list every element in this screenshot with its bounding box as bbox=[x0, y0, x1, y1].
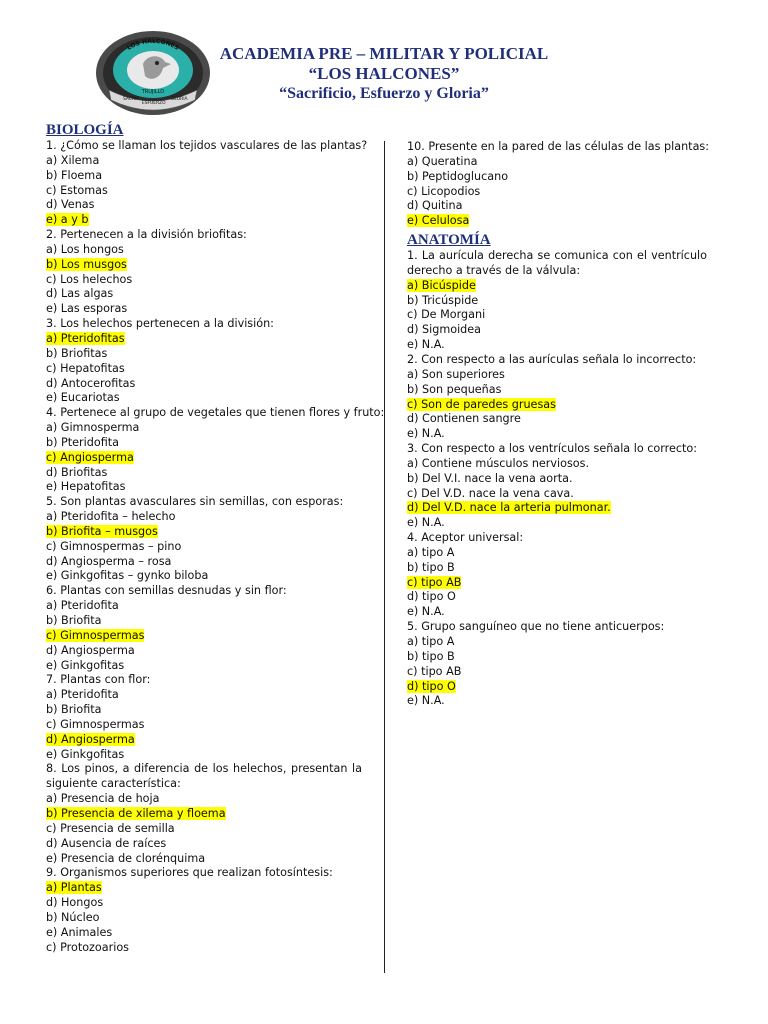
text-line bbox=[46, 896, 362, 911]
line-text: a) Gimnosperma bbox=[46, 421, 140, 435]
line-text: c) Protozoarios bbox=[46, 940, 130, 954]
text-line bbox=[46, 466, 362, 481]
line-text: b) Briofita bbox=[46, 614, 102, 627]
svg-text:LOS HALCONES: LOS HALCONES bbox=[125, 37, 181, 52]
line-text: a) Queratina bbox=[407, 154, 478, 168]
text-line bbox=[46, 495, 362, 510]
line-text: d) Ausencia de raíces bbox=[46, 836, 167, 850]
text-line bbox=[46, 555, 362, 570]
line-text: d) Sigmoidea bbox=[407, 323, 482, 337]
line-text: e) Ginkgofitas bbox=[46, 658, 125, 672]
text-line bbox=[407, 650, 707, 665]
line-text: a) Pteridofita – helecho bbox=[46, 510, 176, 524]
text-line bbox=[407, 680, 707, 695]
text-line bbox=[407, 590, 707, 605]
text-line bbox=[46, 243, 362, 258]
line-text: e) Animales bbox=[46, 925, 113, 939]
text-line bbox=[46, 139, 368, 154]
line-text: a) Contiene músculos nerviosos. bbox=[407, 456, 590, 470]
text-line bbox=[46, 926, 362, 941]
line-text: c) Del V.D. nace la vena cava. bbox=[407, 486, 574, 500]
line-text: d) Angiosperma bbox=[46, 643, 135, 657]
text-line bbox=[407, 308, 707, 323]
text-line bbox=[46, 688, 362, 703]
text-line bbox=[46, 451, 362, 466]
line-text: d) Briofitas bbox=[46, 465, 108, 479]
line-text: b) Peptidoglucano bbox=[407, 169, 509, 183]
highlighted-answer: c) tipo AB bbox=[407, 575, 462, 589]
line-text: e) Ginkgofitas bbox=[46, 747, 125, 761]
line-text: d) Venas bbox=[46, 198, 95, 212]
line-text: 6. Plantas con semillas desnudas y sin flor: bbox=[46, 584, 287, 598]
text-line bbox=[46, 184, 362, 199]
text-line bbox=[46, 406, 385, 421]
text-line bbox=[46, 169, 362, 184]
line-text: e) N.A. bbox=[407, 516, 445, 530]
text-line bbox=[46, 807, 362, 822]
line-text: 4. Aceptor universal: bbox=[407, 531, 524, 545]
right-column bbox=[407, 140, 710, 709]
text-line bbox=[407, 353, 707, 368]
line-text: c) Gimnospermas – pino bbox=[46, 539, 182, 553]
academy-name: “LOS HALCONES” bbox=[308, 64, 460, 83]
svg-text:SACRIF.: SACRIF. bbox=[123, 97, 140, 102]
text-line bbox=[407, 249, 707, 279]
text-line bbox=[46, 213, 362, 228]
text-line bbox=[407, 635, 707, 650]
text-line bbox=[407, 620, 707, 635]
line-text: e) N.A. bbox=[407, 427, 445, 441]
line-text: a) Pteridofita bbox=[46, 599, 119, 613]
line-text: a) tipo A bbox=[407, 545, 455, 559]
text-line bbox=[407, 199, 707, 214]
text-line bbox=[46, 198, 362, 213]
text-line bbox=[46, 733, 362, 748]
text-line bbox=[46, 436, 362, 451]
text-line bbox=[46, 317, 362, 332]
column-divider bbox=[384, 141, 385, 973]
highlighted-answer: d) Angiosperma bbox=[46, 732, 135, 746]
line-text: e) Presencia de clorénquima bbox=[46, 851, 206, 865]
line-text: 2. Pertenecen a la división briofitas: bbox=[46, 228, 247, 242]
highlighted-answer: e) Celulosa bbox=[407, 214, 470, 228]
line-text: e) N.A. bbox=[407, 694, 445, 708]
line-text: d) Las algas bbox=[46, 287, 114, 301]
line-text: b) tipo B bbox=[407, 649, 455, 663]
text-line bbox=[407, 323, 707, 338]
text-line bbox=[407, 185, 707, 200]
text-line bbox=[46, 154, 362, 169]
line-text: e) N.A. bbox=[407, 338, 445, 352]
text-line bbox=[46, 718, 362, 733]
line-text: a) Xilema bbox=[46, 153, 100, 167]
line-text: 2. Con respecto a las aurículas señala lo incorrecto: bbox=[407, 352, 697, 366]
text-line bbox=[407, 170, 707, 185]
svg-text:ESFUERZO: ESFUERZO bbox=[142, 101, 166, 106]
svg-text:TRUJILLO: TRUJILLO bbox=[141, 89, 165, 95]
text-line bbox=[46, 614, 362, 629]
highlighted-answer: c) Gimnospermas bbox=[46, 628, 145, 642]
text-line bbox=[46, 673, 362, 688]
text-line bbox=[407, 546, 707, 561]
biologia-question-10 bbox=[407, 140, 710, 229]
text-line bbox=[46, 659, 362, 674]
line-text: a) Los hongos bbox=[46, 242, 124, 256]
text-line bbox=[46, 391, 362, 406]
text-line bbox=[46, 584, 362, 599]
line-text: 5. Son plantas avasculares sin semillas, con esporas: bbox=[46, 495, 344, 509]
line-text: c) Estomas bbox=[46, 183, 108, 197]
line-text: d) Quitina bbox=[407, 199, 463, 213]
text-line bbox=[407, 531, 707, 546]
text-line bbox=[46, 540, 362, 555]
text-line bbox=[46, 258, 362, 273]
line-text: e) Hepatofitas bbox=[46, 480, 126, 494]
line-text: a) tipo A bbox=[407, 635, 455, 648]
text-line bbox=[46, 911, 362, 926]
line-text: b) Pteridofita bbox=[46, 435, 119, 449]
highlighted-answer: c) Angiosperma bbox=[46, 450, 134, 464]
text-line bbox=[46, 569, 362, 584]
line-text: b) Tricúspide bbox=[407, 293, 479, 307]
line-text: d) Antocerofitas bbox=[46, 376, 136, 390]
text-line bbox=[46, 362, 362, 377]
highlighted-answer: a) Plantas bbox=[46, 881, 102, 895]
text-line bbox=[407, 412, 707, 427]
line-text: c) Presencia de semilla bbox=[46, 821, 175, 835]
text-line bbox=[46, 480, 362, 495]
text-line bbox=[46, 822, 362, 837]
line-text: b) Núcleo bbox=[46, 910, 100, 924]
text-line bbox=[46, 228, 362, 243]
line-text: a) Pteridofita bbox=[46, 688, 119, 702]
line-text: e) N.A. bbox=[407, 605, 445, 619]
highlighted-answer: b) Los musgos bbox=[46, 257, 127, 271]
line-text: e) Ginkgofitas – gynko biloba bbox=[46, 569, 209, 583]
highlighted-answer: e) a y b bbox=[46, 213, 89, 227]
line-text: b) Son pequeñas bbox=[407, 382, 502, 396]
text-line bbox=[46, 837, 362, 852]
text-line bbox=[407, 338, 707, 353]
line-text: 7. Plantas con flor: bbox=[46, 673, 151, 687]
line-text: c) Los helechos bbox=[46, 272, 133, 286]
text-line bbox=[407, 605, 707, 620]
text-line bbox=[407, 472, 707, 487]
text-line bbox=[46, 347, 362, 362]
text-line bbox=[46, 510, 362, 525]
text-line bbox=[46, 629, 362, 644]
line-text: b) tipo B bbox=[407, 560, 455, 574]
highlighted-answer: a) Pteridofitas bbox=[46, 331, 125, 345]
text-line bbox=[46, 852, 362, 867]
line-text: c) tipo AB bbox=[407, 664, 462, 678]
academy-logo bbox=[95, 30, 211, 116]
text-line bbox=[407, 398, 707, 413]
section-title-biologia: BIOLOGÍA bbox=[46, 122, 124, 138]
line-text: 4. Pertenece al grupo de vegetales que tienen flores y fruto: bbox=[46, 406, 385, 420]
text-line bbox=[46, 287, 362, 302]
text-line bbox=[46, 881, 362, 896]
text-line bbox=[46, 792, 362, 807]
line-text: 3. Con respecto a los ventrículos señala lo correcto: bbox=[407, 442, 698, 456]
text-line bbox=[407, 383, 707, 398]
line-text: b) Floema bbox=[46, 168, 103, 182]
text-line bbox=[46, 525, 362, 540]
biologia-question-list bbox=[46, 139, 385, 955]
line-text: d) Hongos bbox=[46, 896, 104, 910]
text-line bbox=[407, 665, 707, 680]
text-line bbox=[46, 941, 362, 956]
line-text: e) Las esporas bbox=[46, 302, 128, 316]
svg-text:GLORIA: GLORIA bbox=[171, 97, 188, 102]
line-text: 3. Los helechos pertenecen a la división: bbox=[46, 317, 274, 331]
line-text: a) Son superiores bbox=[407, 367, 505, 381]
line-text: 8. Los pinos, a diferencia de los helechos, presentan la siguiente característica: bbox=[46, 762, 362, 791]
text-line bbox=[407, 576, 707, 591]
line-text: b) Briofitas bbox=[46, 346, 108, 360]
text-line bbox=[46, 644, 362, 659]
anatomia-question-list bbox=[407, 249, 707, 709]
line-text: c) Gimnospermas bbox=[46, 717, 145, 731]
line-text: d) Angiosperma – rosa bbox=[46, 554, 172, 568]
biologia-section bbox=[46, 121, 385, 955]
text-line bbox=[407, 487, 707, 502]
highlighted-answer: b) Presencia de xilema y floema bbox=[46, 806, 226, 820]
text-line bbox=[46, 332, 362, 347]
line-text: c) Hepatofitas bbox=[46, 361, 125, 375]
line-text: c) De Morgani bbox=[407, 308, 486, 322]
highlighted-answer: b) Briofita – musgos bbox=[46, 524, 158, 538]
highlighted-answer: d) tipo O bbox=[407, 679, 456, 693]
line-text: 1. ¿Cómo se llaman los tejidos vasculares de las plantas? bbox=[46, 139, 368, 152]
line-text: d) tipo O bbox=[407, 590, 456, 604]
text-line bbox=[46, 703, 362, 718]
section-title-anatomia: ANATOMÍA bbox=[407, 232, 491, 249]
academy-motto: “Sacrificio, Esfuerzo y Gloria” bbox=[279, 85, 489, 102]
line-text: a) Presencia de hoja bbox=[46, 792, 160, 806]
text-line bbox=[407, 155, 707, 170]
line-text: e) Eucariotas bbox=[46, 391, 120, 405]
line-text: b) Del V.I. nace la vena aorta. bbox=[407, 471, 573, 485]
text-line bbox=[46, 762, 362, 792]
line-text: 9. Organismos superiores que realizan fotosíntesis: bbox=[46, 866, 333, 880]
text-line bbox=[407, 457, 707, 472]
highlighted-answer: d) Del V.D. nace la arteria pulmonar. bbox=[407, 501, 611, 515]
text-line bbox=[46, 377, 362, 392]
text-line bbox=[407, 140, 710, 155]
text-line bbox=[46, 302, 362, 317]
text-line bbox=[407, 368, 707, 383]
text-line bbox=[46, 866, 362, 881]
academy-title: ACADEMIA PRE – MILITAR Y POLICIAL bbox=[219, 44, 549, 63]
text-line bbox=[407, 214, 707, 229]
text-line bbox=[407, 694, 707, 709]
document-header bbox=[200, 44, 568, 104]
text-line bbox=[407, 279, 707, 294]
text-line bbox=[46, 599, 362, 614]
line-text: 5. Grupo sanguíneo que no tiene anticuerpos: bbox=[407, 620, 665, 634]
text-line bbox=[407, 516, 707, 531]
text-line bbox=[407, 427, 707, 442]
text-line bbox=[407, 501, 707, 516]
line-text: c) Licopodios bbox=[407, 184, 481, 198]
text-line bbox=[46, 421, 362, 436]
text-line bbox=[407, 294, 707, 309]
text-line bbox=[407, 561, 707, 576]
highlighted-answer: a) Bicúspide bbox=[407, 278, 476, 292]
text-line bbox=[46, 273, 362, 288]
text-line bbox=[407, 442, 707, 457]
line-text: d) Contienen sangre bbox=[407, 412, 521, 426]
line-text: 1. La aurícula derecha se comunica con el ventrículo derecho a través de la válvula: bbox=[407, 249, 707, 277]
line-text: b) Briofita bbox=[46, 703, 102, 717]
line-text: 10. Presente en la pared de las células de las plantas: bbox=[407, 140, 710, 153]
text-line bbox=[46, 748, 362, 763]
highlighted-answer: c) Son de paredes gruesas bbox=[407, 397, 556, 411]
